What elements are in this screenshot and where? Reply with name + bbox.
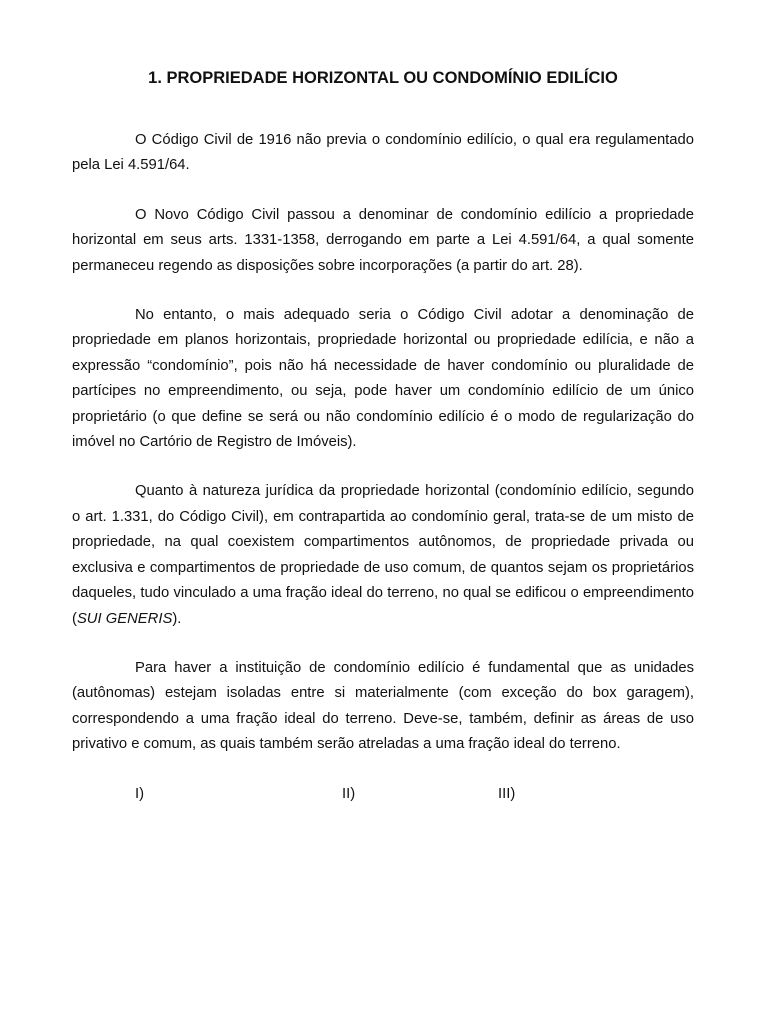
paragraph-4-end: ). [172, 610, 182, 627]
paragraph-4-text: Quanto à natureza jurídica da propriedade horizontal (condomínio edilício, segundo o art. 1.331, do Código Civil), em contrapartida ao condomínio geral, trata-se de um misto de propriedade, na qual coexistem compartimentos autônomos, de propriedade privada ou exclusiva e compartimentos de propriedade de uso comum, de quantos sejam os proprietários daqueles, tudo vinculado a uma fração ideal do terreno, no qual se edificou o empreendimento ( [72, 483, 694, 627]
paragraph-5: Para haver a instituição de condomínio edilício é fundamental que as unidades (autônomas) estejam isoladas entre si materialmente (com exceção do box garagem), correspondendo a uma fração ideal do terreno. Deve-se, também, definir as áreas de uso privativo e comum, as quais também serão atreladas a uma fração ideal do terreno. [72, 659, 694, 753]
paragraph-2: O Novo Código Civil passou a denominar de condomínio edilício a propriedade horizontal em seus arts. 1331-1358, derrogando em parte a Lei 4.591/64, a qual somente permaneceu regendo as disposições sobre incorporações (a partir do art. 28). [72, 206, 694, 274]
paragraph-1: O Código Civil de 1916 não previa o condomínio edilício, o qual era regulamentado pela Lei 4.591/64. [72, 132, 694, 174]
list-markers [72, 782, 694, 808]
paragraph-4 [72, 479, 694, 631]
marker-ii: II) [342, 785, 356, 802]
section-title: 1. PROPRIEDADE HORIZONTAL OU CONDOMÍNIO EDILÍCIO [148, 69, 618, 87]
marker-i: I) [135, 785, 145, 802]
marker-iii: III) [498, 785, 516, 802]
paragraph-3: No entanto, o mais adequado seria o Código Civil adotar a denominação de propriedade em planos horizontais, propriedade horizontal ou propriedade edilícia, e não a expressão “condomínio”, pois não há necessidade de haver condomínio ou pluralidade de partícipes no empreendimento, ou seja, pode haver um condomínio edilício de um único proprietário (o que define se será ou não condomínio edilício é o modo de regularização do imóvel no Cartório de Registro de Imóveis). [72, 307, 694, 451]
emphasis-sui-generis: SUI GENERIS [76, 610, 173, 627]
document-page [72, 66, 694, 808]
